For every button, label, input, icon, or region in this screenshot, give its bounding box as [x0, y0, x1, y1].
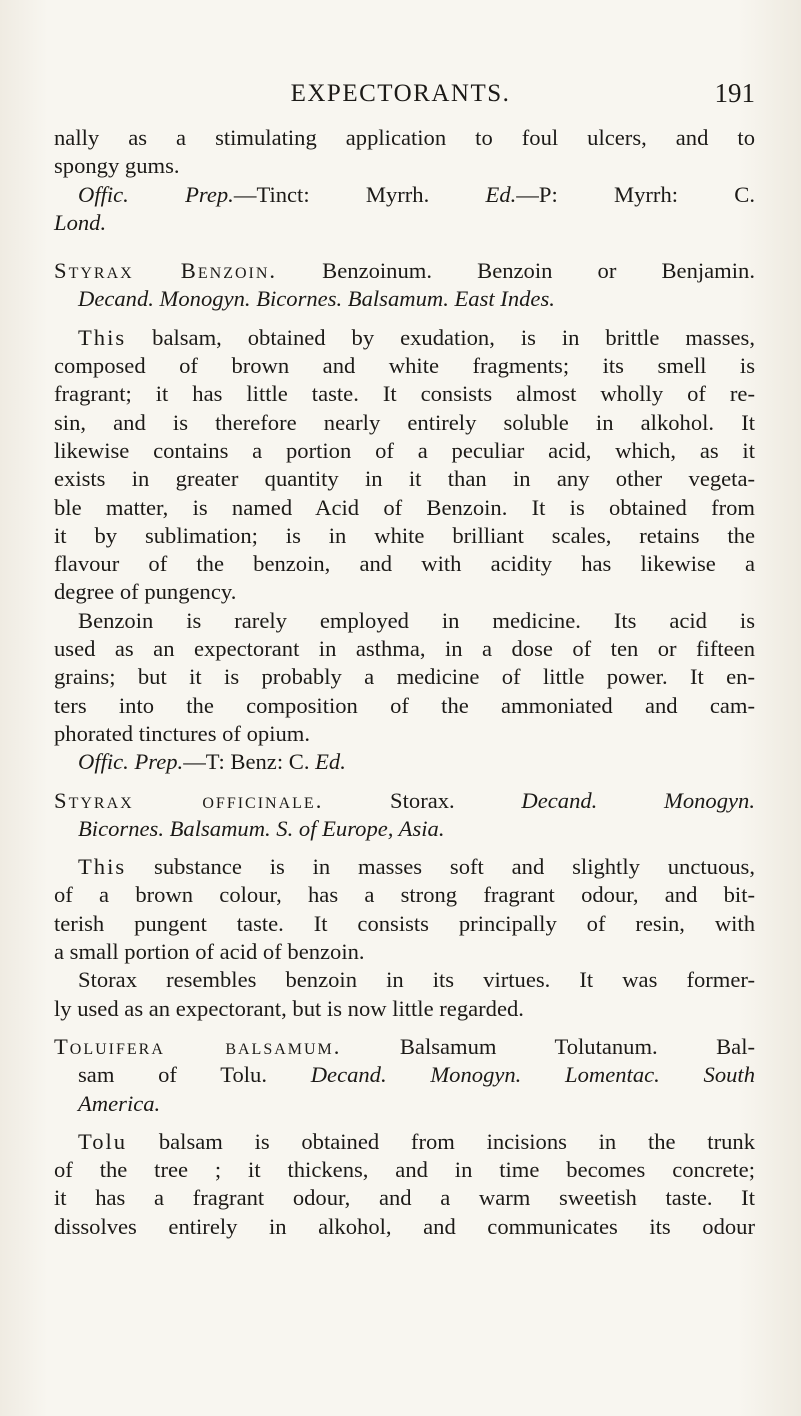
- text-line: This substance is in masses soft and slightly unctuous,: [78, 854, 755, 880]
- text-line: fragrant; it has little taste. It consists almost wholly of re-: [54, 381, 755, 407]
- text-line: This balsam, obtained by exudation, is in brittle masses,: [78, 324, 755, 350]
- body-text: [54, 124, 755, 1241]
- text-line: flavour of the benzoin, and with acidity has likewise a: [54, 551, 755, 577]
- page-number: 191: [714, 78, 755, 108]
- classification-line: sam of Tolu. Decand. Monogyn. Lomentac. South: [78, 1062, 755, 1088]
- classification-line: America.: [78, 1090, 161, 1116]
- text-line: used as an expectorant in asthma, in a dose of ten or fifteen: [54, 636, 755, 662]
- text-line: likewise contains a portion of a peculiar acid, which, as it: [54, 437, 755, 463]
- entry-heading-toluifera: Toluifera balsamum. Balsamum Tolutanum. Bal-: [54, 1033, 756, 1059]
- text-line: ters into the composition of the ammoniated and cam-: [54, 692, 755, 718]
- text-line: spongy gums.: [54, 153, 180, 179]
- entry-heading-styrax-benzoin: Styrax Benzoin. Benzoinum. Benzoin or Benjamin.: [54, 258, 755, 284]
- entry-heading-styrax-officinale: Styrax officinale. Storax. Decand. Monogyn.: [54, 787, 755, 813]
- text-line: phorated tinctures of opium.: [54, 720, 310, 746]
- text-line: Lond.: [54, 209, 107, 235]
- text-line: degree of pungency.: [54, 579, 237, 605]
- text-line: exists in greater quantity in it than in any other vegeta-: [54, 466, 755, 492]
- text-line: of a brown colour, has a strong fragrant odour, and bit-: [54, 882, 755, 908]
- offic-prep-line: Offic. Prep.—Tinct: Myrrh. Ed.—P: Myrrh: C.: [78, 181, 756, 207]
- offic-prep-line: Offic. Prep.—T: Benz: C. Ed.: [78, 749, 346, 775]
- offic-prep-label: Offic. Prep.: [78, 749, 184, 775]
- text-line: Benzoin is rarely employed in medicine. Its acid is: [78, 607, 755, 633]
- text-line: composed of brown and white fragments; its smell is: [54, 353, 755, 379]
- text-line: a small portion of acid of benzoin.: [54, 939, 365, 965]
- text-line: sin, and is therefore nearly entirely soluble in alkohol. It: [54, 409, 755, 435]
- text-line: ble matter, is named Acid of Benzoin. It is obtained from: [54, 494, 755, 520]
- text-line: it by sublimation; is in white brilliant scales, retains the: [54, 522, 755, 548]
- text-line: of the tree ; it thickens, and in time becomes concrete;: [54, 1157, 755, 1183]
- text-line: terish pungent taste. It consists principally of resin, with: [54, 910, 755, 936]
- text-line: Tolu balsam is obtained from incisions in the trunk: [78, 1128, 755, 1154]
- classification-line: Decand. Monogyn. Bicornes. Balsamum. East Indes.: [78, 286, 555, 312]
- text-line: dissolves entirely in alkohol, and communicates its odour: [54, 1213, 755, 1239]
- offic-prep-label: Offic. Prep.: [78, 181, 234, 207]
- text-line: it has a fragrant odour, and a warm sweetish taste. It: [54, 1185, 755, 1211]
- text-line: ly used as an expectorant, but is now little regarded.: [54, 995, 524, 1021]
- running-title: EXPECTORANTS.: [290, 80, 511, 107]
- text-line: grains; but it is probably a medicine of little power. It en-: [54, 664, 755, 690]
- text-line: nally as a stimulating application to foul ulcers, and to: [54, 125, 755, 150]
- text-line: Storax resembles benzoin in its virtues. It was former-: [78, 967, 755, 993]
- classification-line: Bicornes. Balsamum. S. of Europe, Asia.: [78, 815, 445, 841]
- running-head: [0, 80, 801, 114]
